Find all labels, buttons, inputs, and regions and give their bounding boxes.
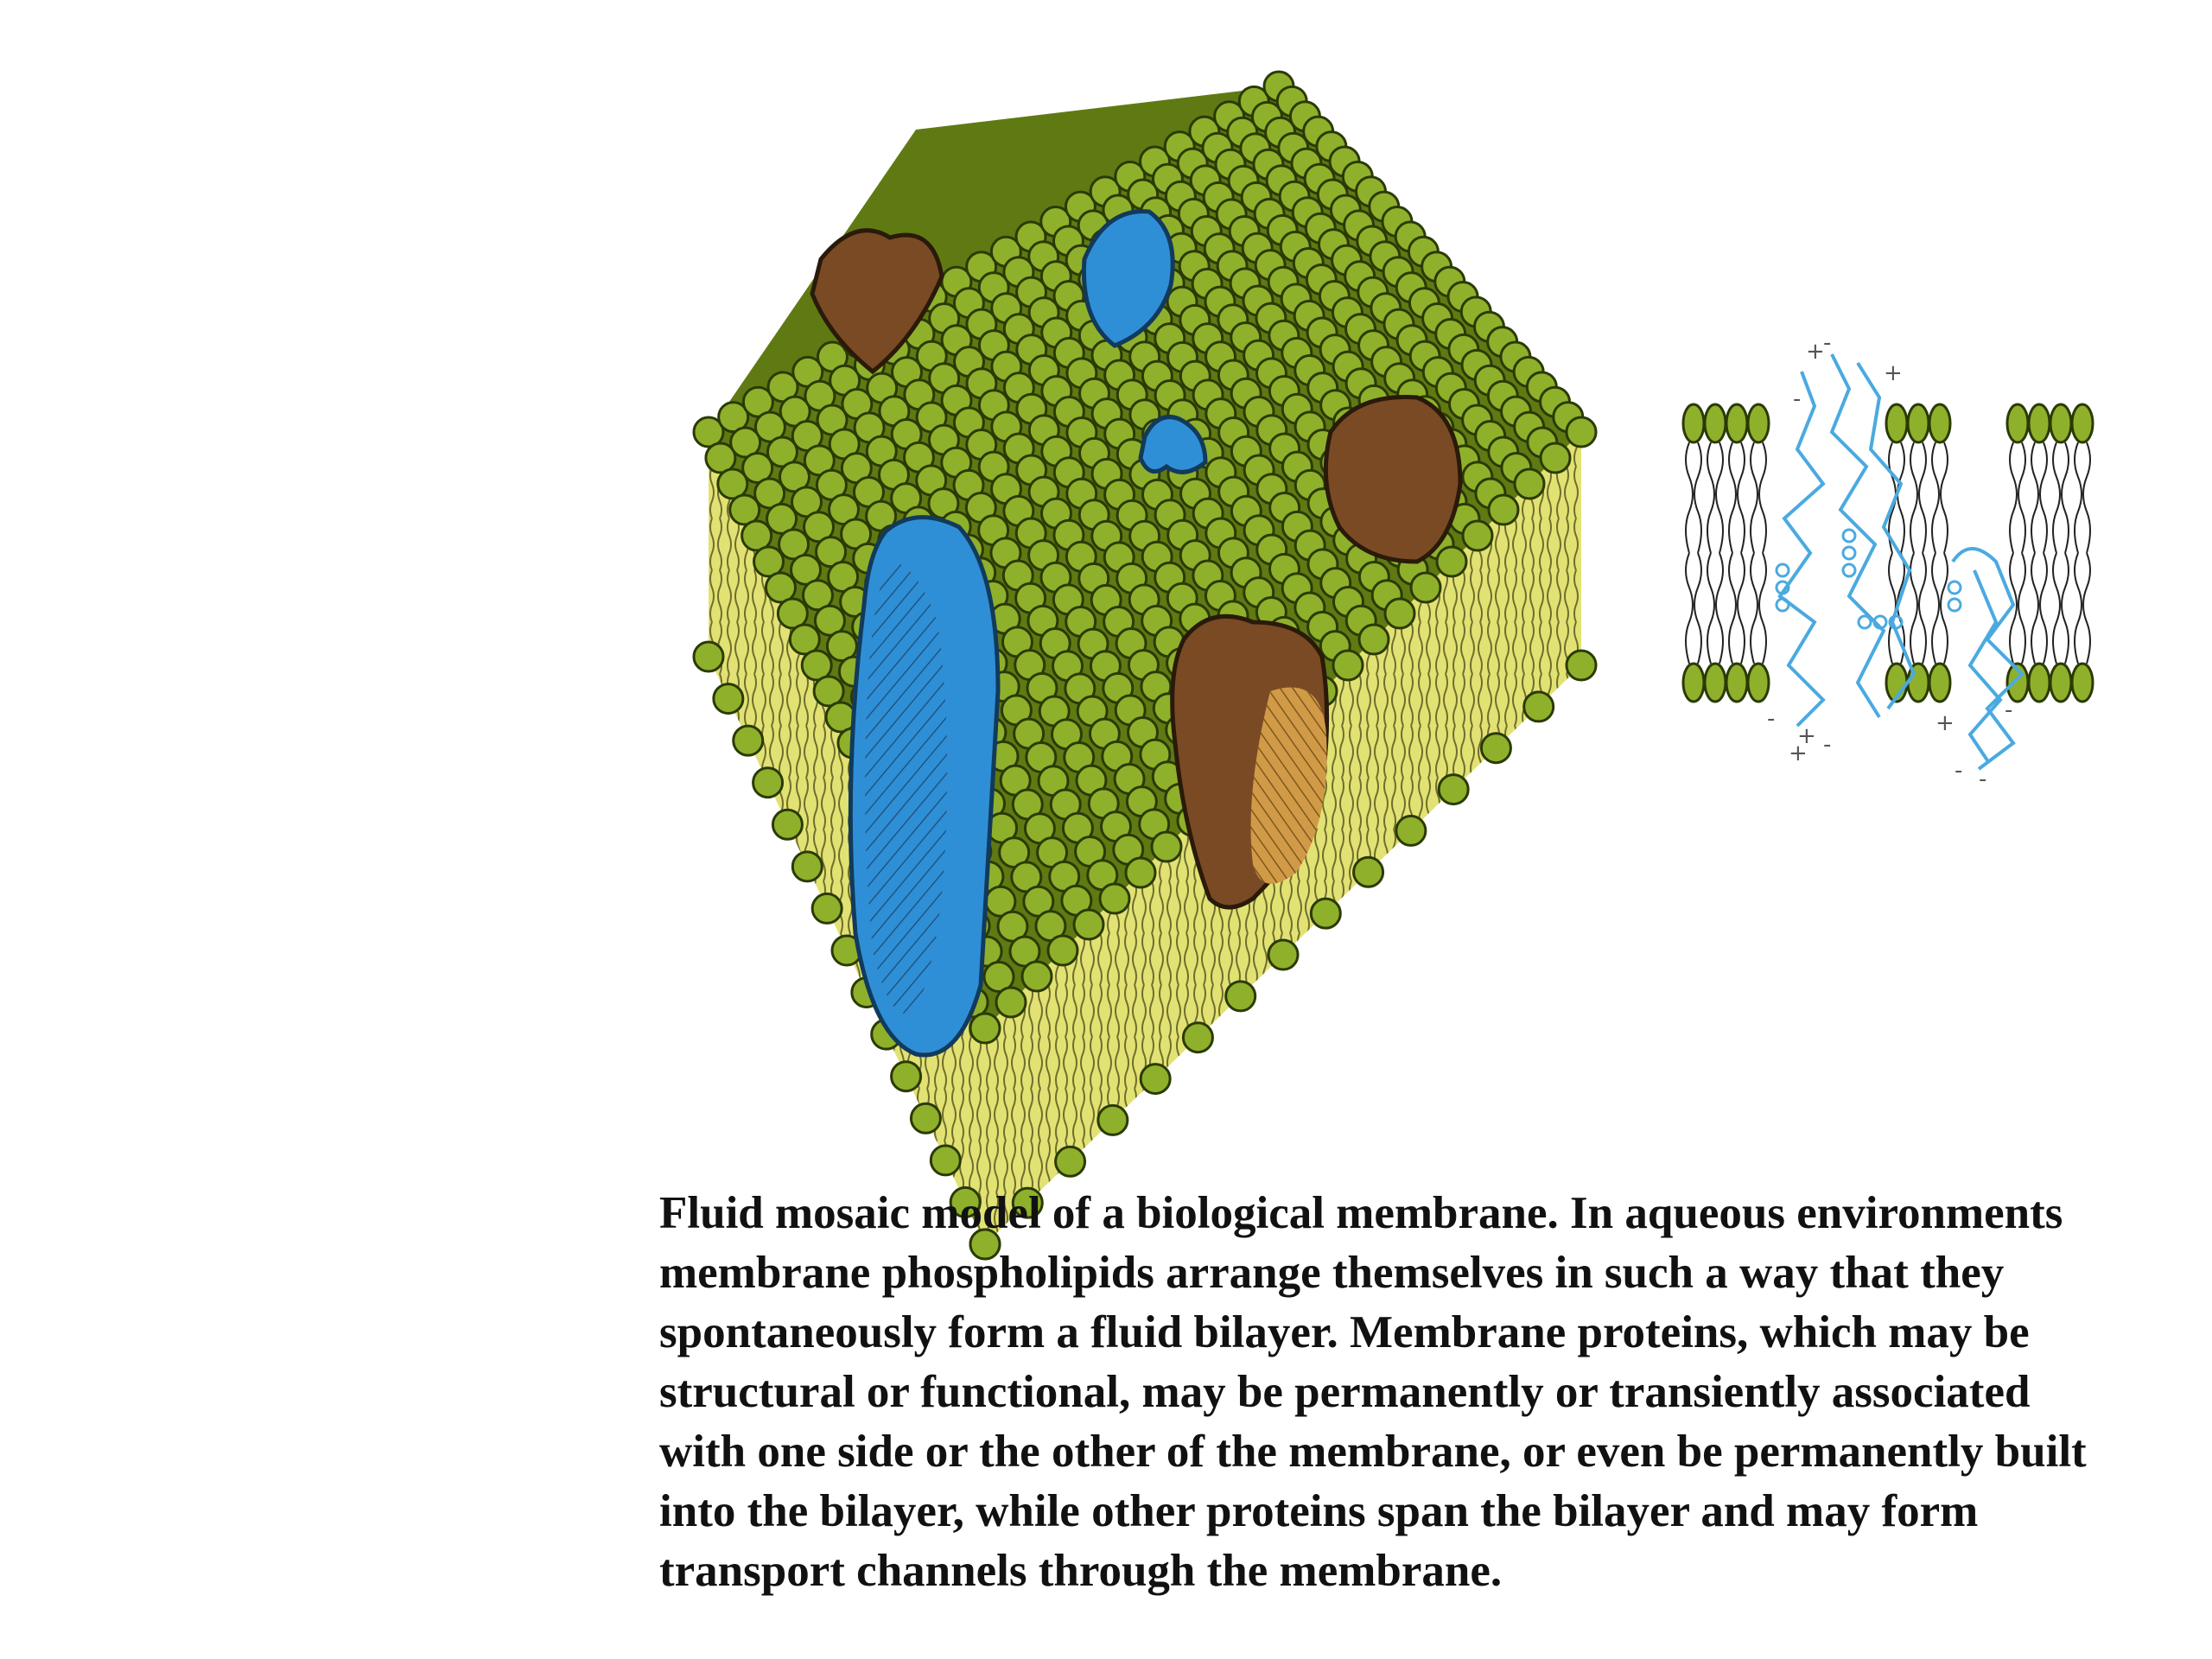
svg-text:+: + — [1884, 360, 1903, 386]
svg-text:-: - — [1979, 766, 1987, 792]
figure-caption: Fluid mosaic model of a biological membrane. In aqueous environments membrane phospholipids arrange themselves in such a way that they spontaneously form a fluid bilayer. Membrane proteins, which may be structural or functional, may be permanently or transiently associated with one side or the other of the membrane, or even be permanently built into the bilayer, while other proteins span the bilayer and may form transport channels through the membrane. — [659, 1188, 2087, 1596]
svg-text:-: - — [2005, 697, 2013, 723]
svg-text:-: - — [1767, 706, 1776, 732]
svg-text:-: - — [1793, 386, 1802, 412]
svg-text:+: + — [1936, 710, 1955, 736]
svg-text:-: - — [1955, 758, 1963, 784]
svg-text:-: - — [1823, 732, 1832, 758]
svg-text:-: - — [1823, 330, 1832, 356]
svg-text:+: + — [1806, 339, 1825, 365]
svg-text:+: + — [1797, 723, 1816, 749]
svg-text:+: + — [1789, 741, 1808, 766]
